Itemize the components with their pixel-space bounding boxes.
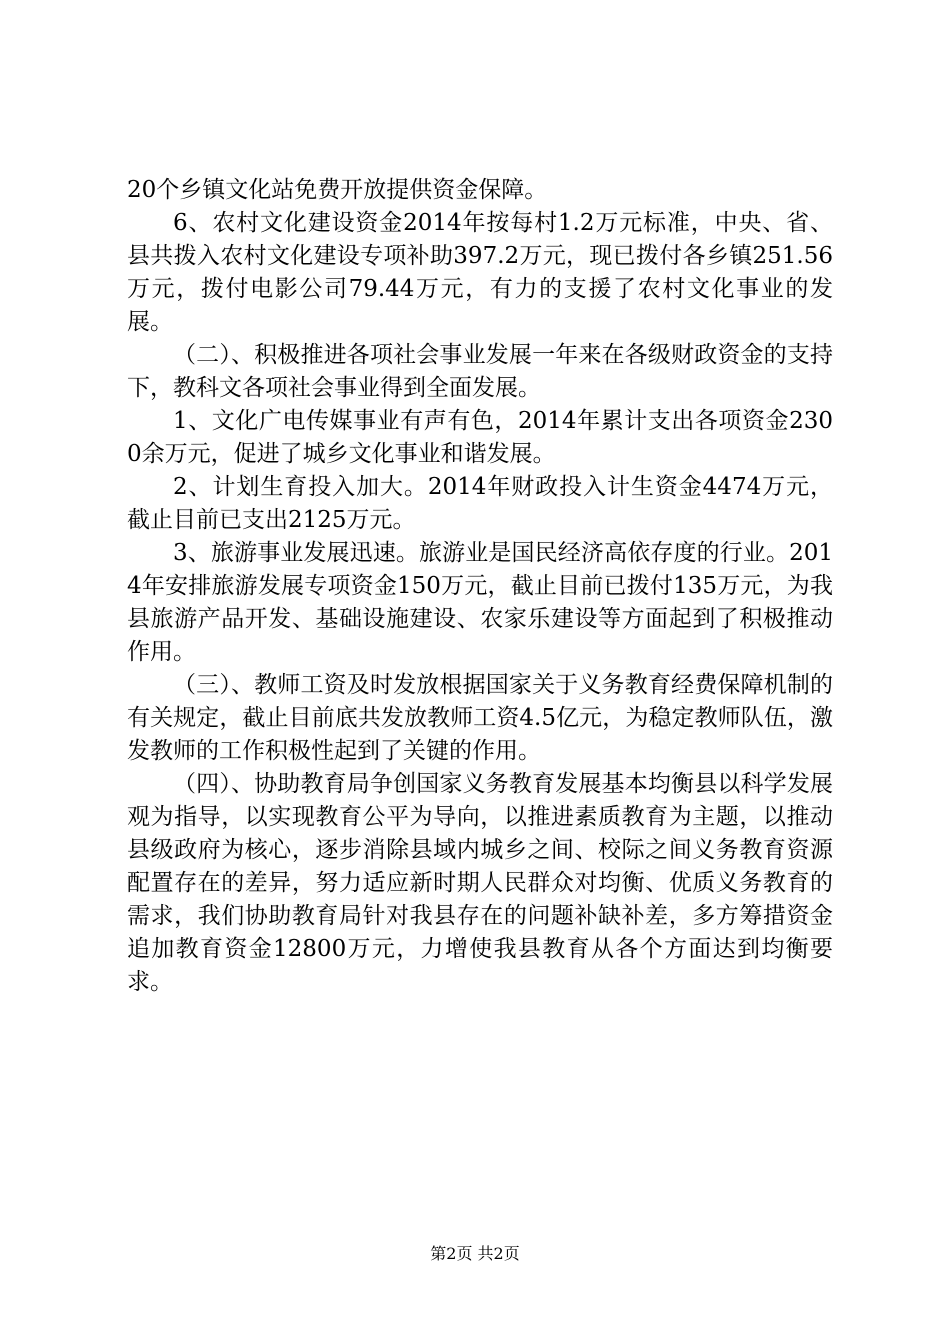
paragraph-section-4: （四）、协助教育局争创国家义务教育发展基本均衡县以科学发展观为指导，以实现教育公平为导向，以推进素质教育为主题，以推动县级政府为核心，逐步消除县域内城乡之间、校际之间义务教育资源配置存在的差异，努力适应新时期人民群众对均衡、优质义务教育的需求，我们协助教育局针对我县存在的问题补缺补差，多方筹措资金追加教育资金12800万元，力增使我县教育从各个方面达到均衡要求。 (127, 771, 833, 995)
paragraph-item-2: 2、计划生育投入加大。2014年财政投入计生资金4474万元，截止目前已支出2125万元。 (127, 474, 833, 533)
paragraph-continuation: 20个乡镇文化站免费开放提供资金保障。 (127, 177, 548, 203)
paragraph-section-3: （三）、教师工资及时发放根据国家关于义务教育经费保障机制的有关规定，截止目前底共发放教师工资4.5亿元，为稳定教师队伍，激发教师的工作积极性起到了关键的作用。 (127, 672, 833, 764)
paragraph-section-2: （二）、积极推进各项社会事业发展一年来在各级财政资金的支持下，教科文各项社会事业得到全面发展。 (127, 342, 833, 401)
page-footer (0, 1243, 950, 1265)
paragraph-item-1: 1、文化广电传媒事业有声有色，2014年累计支出各项资金2300余万元，促进了城乡文化事业和谐发展。 (127, 408, 833, 467)
page-number-label: 第2页 共2页 (430, 1244, 520, 1263)
paragraph-item-6: 6、农村文化建设资金2014年按每村1.2万元标准，中央、省、县共拨入农村文化建设专项补助397.2万元，现已拨付各乡镇251.56万元，拨付电影公司79.44万元，有力的支援了农村文化事业的发展。 (127, 210, 833, 335)
paragraph-item-3: 3、旅游事业发展迅速。旅游业是国民经济高依存度的行业。2014年安排旅游发展专项资金150万元，截止目前已拨付135万元，为我县旅游产品开发、基础设施建设、农家乐建设等方面起到了积极推动作用。 (127, 540, 833, 665)
document-body (127, 174, 833, 999)
